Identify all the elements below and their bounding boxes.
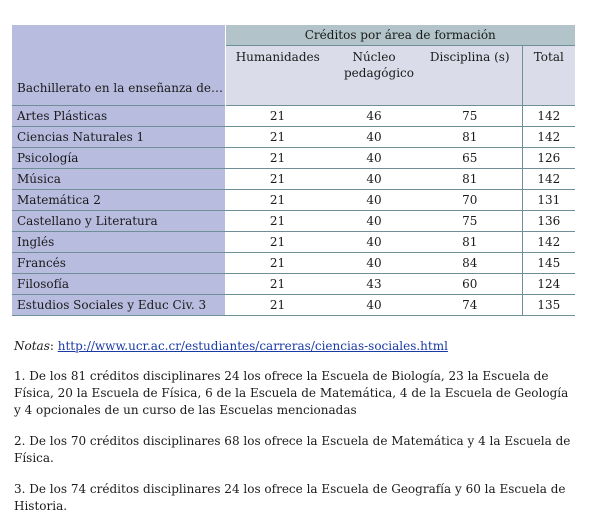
- cell-humanidades: 21: [225, 295, 330, 316]
- cell-humanidades: 21: [225, 253, 330, 274]
- cell-humanidades: 21: [225, 148, 330, 169]
- row-label: Castellano y Literatura: [12, 211, 225, 232]
- cell-nucleo: 40: [330, 295, 418, 316]
- cell-humanidades: 21: [225, 211, 330, 232]
- group-header: Créditos por área de formación: [225, 25, 575, 46]
- cell-disciplina: 60: [418, 274, 522, 295]
- cell-nucleo: 40: [330, 232, 418, 253]
- cell-nucleo: 46: [330, 106, 418, 127]
- cell-humanidades: 21: [225, 232, 330, 253]
- cell-total: 142: [522, 169, 575, 190]
- cell-total: 145: [522, 253, 575, 274]
- cell-disciplina: 81: [418, 127, 522, 148]
- cell-disciplina: 65: [418, 148, 522, 169]
- cell-disciplina: 81: [418, 232, 522, 253]
- row-label: Música: [12, 169, 225, 190]
- column-header-humanidades: Humanidades: [225, 46, 330, 106]
- table-row: [12, 148, 575, 169]
- cell-disciplina: 75: [418, 106, 522, 127]
- row-label: Ciencias Naturales 1: [12, 127, 225, 148]
- cell-humanidades: 21: [225, 274, 330, 295]
- cell-disciplina: 75: [418, 211, 522, 232]
- table-row: [12, 169, 575, 190]
- cell-disciplina: 81: [418, 169, 522, 190]
- cell-nucleo: 40: [330, 169, 418, 190]
- cell-nucleo: 43: [330, 274, 418, 295]
- cell-disciplina: 84: [418, 253, 522, 274]
- column-header-total: Total: [522, 46, 575, 106]
- cell-humanidades: 21: [225, 169, 330, 190]
- row-label: Francés: [12, 253, 225, 274]
- cell-total: 142: [522, 127, 575, 148]
- cell-total: 142: [522, 232, 575, 253]
- cell-total: 131: [522, 190, 575, 211]
- table-row: [12, 232, 575, 253]
- cell-nucleo: 40: [330, 127, 418, 148]
- column-header-disciplina: Disciplina (s): [418, 46, 522, 106]
- table-row: [12, 295, 575, 316]
- table-row: [12, 211, 575, 232]
- cell-total: 136: [522, 211, 575, 232]
- row-label: Matemática 2: [12, 190, 225, 211]
- cell-humanidades: 21: [225, 106, 330, 127]
- table-row: [12, 190, 575, 211]
- cell-disciplina: 70: [418, 190, 522, 211]
- column-header-nucleo: Núcleo pedagógico: [330, 46, 418, 106]
- row-label: Filosofía: [12, 274, 225, 295]
- row-label: Estudios Sociales y Educ Civ. 3: [12, 295, 225, 316]
- cell-nucleo: 40: [330, 253, 418, 274]
- cell-nucleo: 40: [330, 148, 418, 169]
- cell-nucleo: 40: [330, 190, 418, 211]
- cell-total: 142: [522, 106, 575, 127]
- cell-total: 135: [522, 295, 575, 316]
- notes-section: [14, 338, 576, 529]
- cell-total: 126: [522, 148, 575, 169]
- credits-table-container: [12, 25, 575, 316]
- row-header: Bachillerato en la enseñanza de…: [12, 25, 225, 106]
- cell-nucleo: 40: [330, 211, 418, 232]
- table-row: [12, 127, 575, 148]
- source-link[interactable]: http://www.ucr.ac.cr/estudiantes/carreras/ciencias-sociales.html: [57, 339, 448, 353]
- cell-disciplina: 74: [418, 295, 522, 316]
- note-2: 2. De los 70 créditos disciplinares 68 los ofrece la Escuela de Matemática y 4 la Escuela de Física.: [14, 434, 571, 465]
- notes-separator: :: [49, 339, 58, 353]
- table-row: [12, 274, 575, 295]
- notes-label: Notas: [14, 339, 50, 353]
- table-row: [12, 253, 575, 274]
- row-label: Psicología: [12, 148, 225, 169]
- note-3: 3. De los 74 créditos disciplinares 24 los ofrece la Escuela de Geografía y 60 la Escuela de Historia.: [14, 482, 566, 513]
- cell-humanidades: 21: [225, 127, 330, 148]
- table-row: [12, 106, 575, 127]
- credits-table: [12, 25, 575, 316]
- row-label: Inglés: [12, 232, 225, 253]
- notes-source: [14, 338, 576, 355]
- cell-total: 124: [522, 274, 575, 295]
- cell-humanidades: 21: [225, 190, 330, 211]
- row-label: Artes Plásticas: [12, 106, 225, 127]
- note-1: 1. De los 81 créditos disciplinares 24 los ofrece la Escuela de Biología, 23 la Escuela de Física, 20 la Escuela de Física, 6 de la Escuela de Matemática, 4 de la Escuela de Geología y 4 opcionales de un curso de las Escuelas mencionadas: [14, 369, 569, 417]
